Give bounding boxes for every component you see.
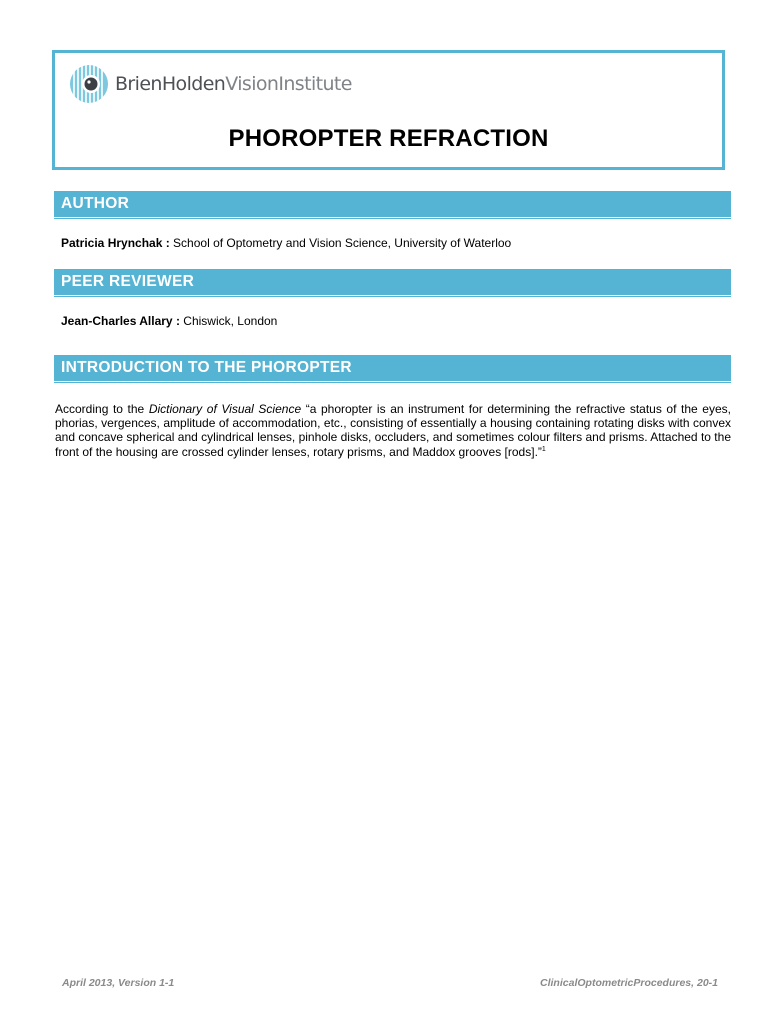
intro-text-before: According to the	[55, 402, 149, 416]
reviewer-name: Jean-Charles Allary :	[61, 314, 180, 328]
author-heading: AUTHOR	[54, 191, 731, 217]
logo-part-brien: Brien	[115, 73, 162, 95]
eye-logo-icon	[69, 64, 109, 104]
reviewer-affiliation: Chiswick, London	[179, 314, 278, 328]
intro-source-title: Dictionary of Visual Science	[148, 402, 302, 416]
logo-part-institute: Institute	[278, 73, 352, 95]
intro-text-after: “a phoropter is an instrument for determining the refractive status of the eyes, phorias, vergences, amplitude of accommodation, etc., consisting of essentially a housing containing rotating disks with convex and concave spherical and cylindrical lenses, pinhole disks, occluders, and sometimes colour filters and prisms. Attached to the front of the housing are crossed cylinder lenses, rotary prisms, and Maddox grooves [rods].”	[55, 402, 731, 459]
author-name: Patricia Hrynchak :	[61, 236, 170, 250]
author-line	[61, 236, 511, 250]
footer-page-ref: ClinicalOptometricProcedures, 20-1	[540, 977, 718, 989]
intro-footnote-ref: 1	[541, 445, 546, 453]
logo-part-vision: Vision	[225, 73, 279, 95]
document-title: PHOROPTER REFRACTION	[228, 125, 549, 152]
logo-wordmark	[115, 73, 352, 95]
introduction-heading: INTRODUCTION TO THE PHOROPTER	[54, 355, 731, 381]
logo-part-holden: Holden	[161, 73, 226, 95]
introduction-paragraph	[55, 402, 731, 459]
footer-version: April 2013, Version 1-1	[62, 977, 175, 989]
institute-logo	[69, 63, 352, 105]
reviewer-line	[61, 314, 277, 328]
peer-reviewer-heading: PEER REVIEWER	[54, 269, 731, 295]
header-box	[52, 50, 725, 170]
author-affiliation: School of Optometry and Vision Science, University of Waterloo	[169, 236, 512, 250]
